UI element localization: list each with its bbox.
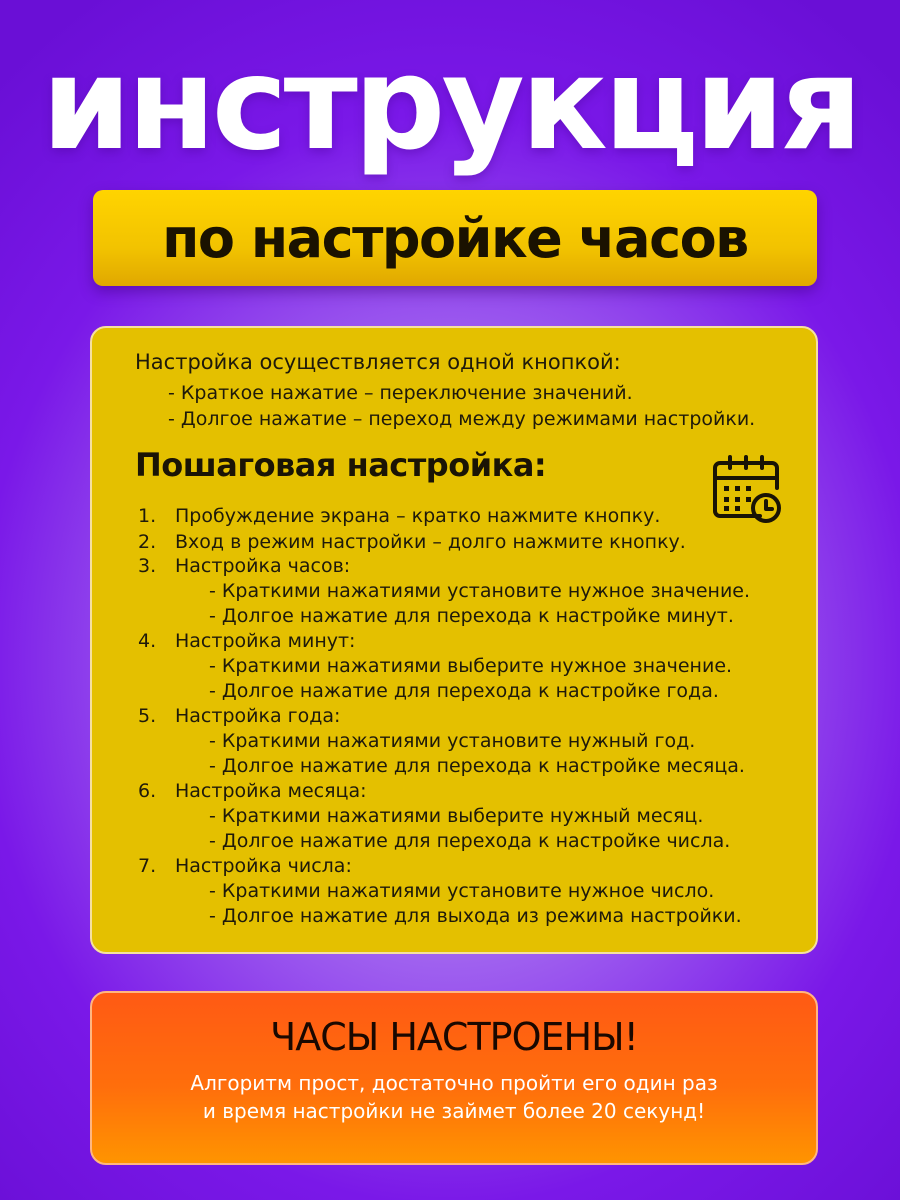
completion-banner: [90, 991, 818, 1165]
step-item: 5. Настройка года:: [138, 705, 341, 727]
subtitle-banner: [93, 190, 817, 286]
intro-line: - Краткое нажатие – переключение значений.: [168, 382, 633, 404]
step-subitem: - Долгое нажатие для перехода к настройке числа.: [209, 830, 731, 852]
step-subitem: - Краткими нажатиями установите нужный год.: [209, 730, 696, 752]
completion-title: ЧАСЫ НАСТРОЕНЫ!: [270, 1015, 638, 1059]
calendar-clock-icon: [712, 454, 784, 524]
steps-title: Пошаговая настройка:: [135, 446, 547, 484]
step-subitem: - Долгое нажатие для перехода к настройке месяца.: [209, 755, 745, 777]
step-subitem: - Долгое нажатие для перехода к настройке года.: [209, 680, 719, 702]
page-title: инструкция: [41, 30, 859, 179]
step-item: 3. Настройка часов:: [138, 555, 351, 577]
subtitle-text: по настройке часов: [162, 206, 748, 270]
step-subitem: - Долгое нажатие для выхода из режима настройки.: [209, 905, 742, 927]
step-item: 1. Пробуждение экрана – кратко нажмите кнопку.: [138, 505, 661, 527]
step-subitem: - Долгое нажатие для перехода к настройке минут.: [209, 605, 734, 627]
step-item: 4. Настройка минут:: [138, 630, 356, 652]
step-item: 6. Настройка месяца:: [138, 780, 367, 802]
intro-title: Настройка осуществляется одной кнопкой:: [135, 350, 621, 374]
step-subitem: - Краткими нажатиями выберите нужный месяц.: [209, 805, 704, 827]
step-item: 2. Вход в режим настройки – долго нажмите кнопку.: [138, 531, 686, 553]
step-subitem: - Краткими нажатиями установите нужное число.: [209, 880, 715, 902]
step-subitem: - Краткими нажатиями установите нужное значение.: [209, 580, 751, 602]
completion-text: Алгоритм прост, достаточно пройти его один раз: [190, 1071, 718, 1095]
instructions-panel: [90, 326, 818, 954]
step-item: 7. Настройка числа:: [138, 855, 352, 877]
step-subitem: - Краткими нажатиями выберите нужное значение.: [209, 655, 733, 677]
intro-line: - Долгое нажатие – переход между режимами настройки.: [168, 408, 756, 430]
completion-text: и время настройки не займет более 20 секунд!: [202, 1099, 706, 1123]
